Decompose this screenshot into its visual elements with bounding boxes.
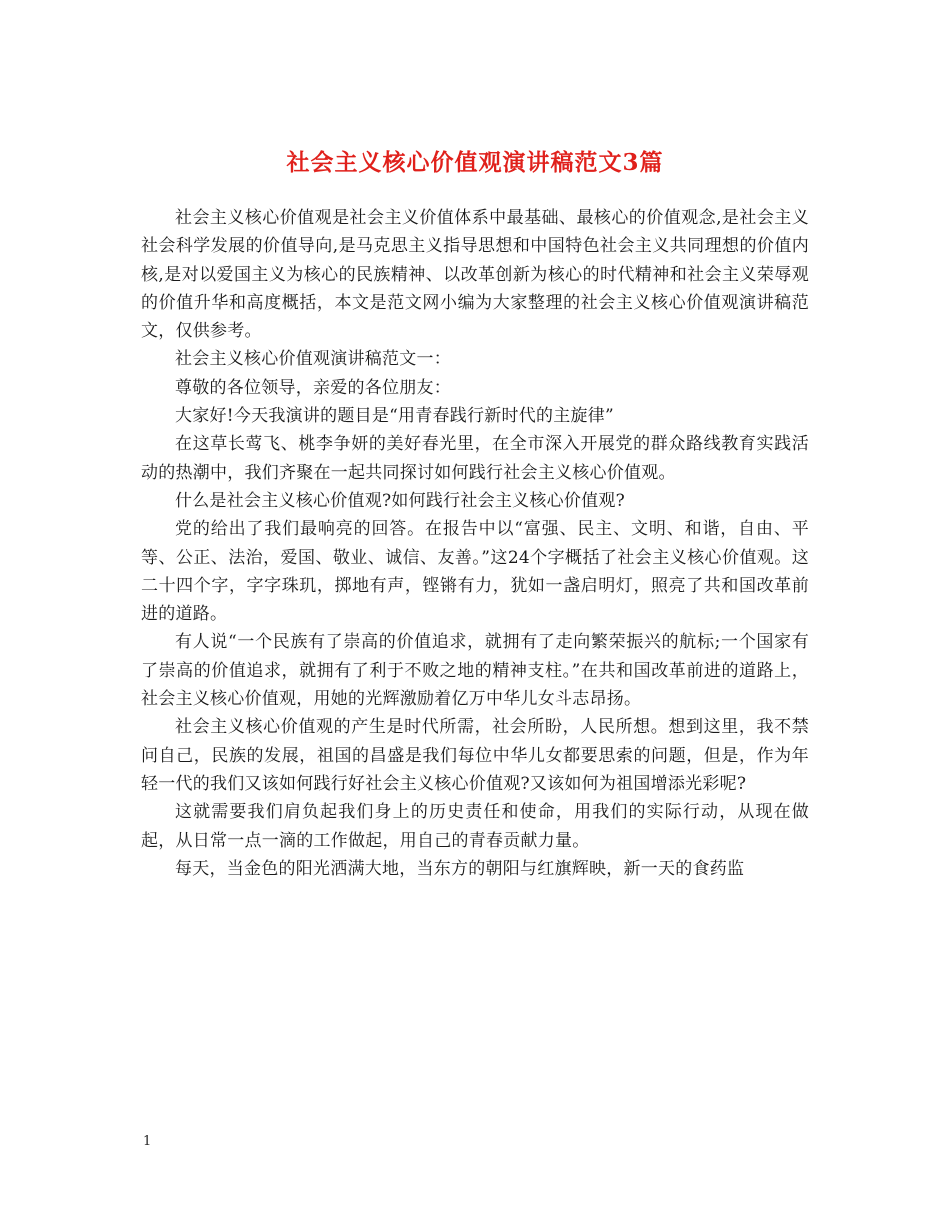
paragraph-daily: 每天，当金色的阳光洒满大地，当东方的朝阳与红旗辉映，新一天的食药监 <box>175 858 745 879</box>
paragraph-context: 在这草长莺飞、桃李争妍的美好春光里，在全市深入开展党的群众路线教育实践活动的热潮中，我们齐聚在一起共同探讨如何践行社会主义核心价值观。 <box>141 434 809 483</box>
paragraph-salutation: 尊敬的各位领导，亲爱的各位朋友： <box>175 377 451 398</box>
paragraph-intro: 社会主义核心价值观是社会主义价值体系中最基础、最核心的价值观念,是社会主义社会科学发展的价值导向,是马克思主义指导思想和中国特色社会主义共同理想的价值内核,是对以爱国主义为核心的民族精神、以改革创新为核心的时代精神和社会主义荣辱观的价值升华和高度概括，本文是范文网小编为大家整理的社会主义核心价值观演讲稿范文，仅供参考。 <box>141 208 809 342</box>
paragraph-greeting: 大家好!今天我演讲的题目是“用青春践行新时代的主旋律” <box>175 406 614 427</box>
paragraph-section-heading: 社会主义核心价值观演讲稿范文一： <box>175 349 451 370</box>
paragraph-reflection: 社会主义核心价值观的产生是时代所需，社会所盼，人民所想。想到这里，我不禁问自己，民族的发展，祖国的昌盛是我们每位中华儿女都要思索的问题，但是，作为年轻一代的我们又该如何践行好社会主义核心价值观?又该如何为祖国增添光彩呢? <box>141 717 809 794</box>
paragraph-quote: 有人说“一个民族有了崇高的价值追求，就拥有了走向繁荣振兴的航标;一个国家有了崇高的价值追求，就拥有了利于不败之地的精神支柱。”在共和国改革前进的道路上，社会主义核心价值观，用她的光辉激励着亿万中华儿女斗志昂扬。 <box>141 632 809 710</box>
paragraph-answer: 党的给出了我们最响亮的回答。在报告中以“富强、民主、文明、和谐，自由、平等、公正、法治，爱国、敬业、诚信、友善。”这24个字概括了社会主义核心价值观。这二十四个字，字字珠玑，掷地有声，铿锵有力，犹如一盏启明灯，照亮了共和国改革前进的道路。 <box>141 519 809 625</box>
paragraph-question: 什么是社会主义核心价值观?如何践行社会主义核心价值观? <box>175 490 625 511</box>
page-number: 1 <box>143 1134 152 1149</box>
paragraph-responsibility: 这就需要我们肩负起我们身上的历史责任和使命，用我们的实际行动，从现在做起，从日常一点一滴的工作做起，用自己的青春贡献力量。 <box>141 802 809 851</box>
document-title: 社会主义核心价值观演讲稿范文3篇 <box>286 149 664 177</box>
document-body <box>141 204 809 883</box>
